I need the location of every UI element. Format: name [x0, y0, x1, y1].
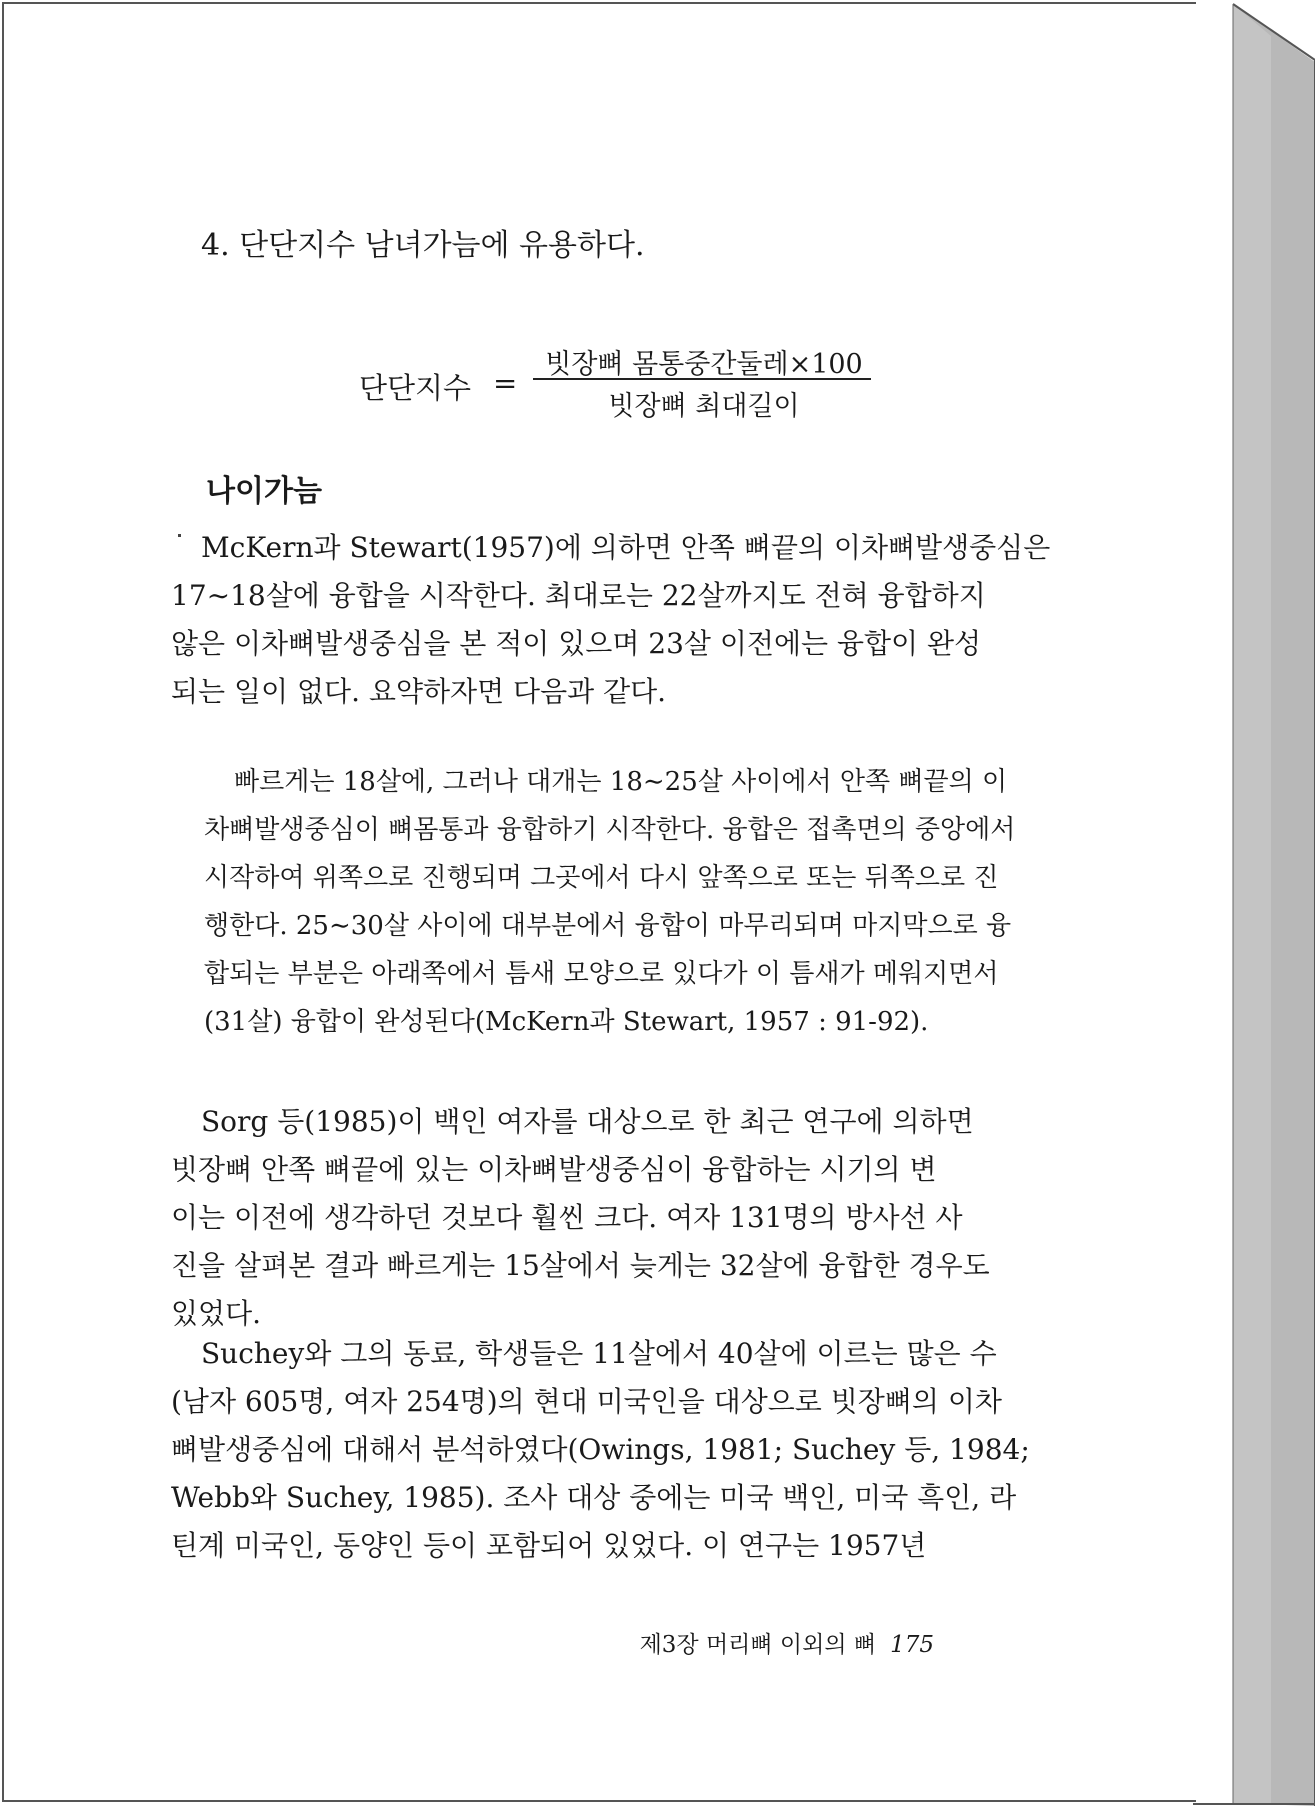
formula-denominator: 빗장뼈 최대길이 — [608, 391, 800, 422]
quote-line: (31살) 융합이 완성된다(McKern과 Stewart, 1957 : 91-92). — [204, 1007, 929, 1037]
paragraph-line: 이는 이전에 생각하던 것보다 훨씬 크다. 여자 131명의 방사선 사 — [171, 1201, 963, 1234]
item-heading: 4. 단단지수 남녀가늠에 유용하다. — [201, 228, 645, 263]
paragraph-line: Suchey와 그의 동료, 학생들은 11살에서 40살에 이르는 많은 수 — [201, 1337, 997, 1370]
section-title: 나이가늠 — [206, 474, 322, 509]
page-number: 175 — [890, 1632, 934, 1658]
formula-fraction-bar — [533, 378, 871, 380]
paragraph-line: Sorg 등(1985)이 백인 여자를 대상으로 한 최근 연구에 의하면 — [201, 1105, 974, 1138]
paragraph-line: 있었다. — [171, 1297, 262, 1330]
quote-line: 빠르게는 18살에, 그러나 대개는 18∼25살 사이에서 안쪽 뼈끝의 이 — [234, 767, 1008, 797]
paragraph-line: 틴계 미국인, 동양인 등이 포함되어 있었다. 이 연구는 1957년 — [171, 1529, 927, 1562]
formula-numerator: 빗장뼈 몸통중간둘레×100 — [545, 349, 863, 380]
paragraph-1 — [171, 524, 1059, 716]
paragraph-line: 진을 살펴본 결과 빠르게는 15살에서 늦게는 32살에 융합한 경우도 — [171, 1249, 990, 1282]
formula — [359, 342, 879, 422]
block-quote — [204, 758, 1064, 1046]
paragraph-2 — [171, 1098, 1059, 1338]
quote-line: 행한다. 25∼30살 사이에 대부분에서 융합이 마무리되며 마지막으로 융 — [204, 911, 1012, 941]
paragraph-line: McKern과 Stewart(1957)에 의하면 안쪽 뼈끝의 이차뼈발생중심은 — [201, 531, 1051, 564]
quote-line: 차뼈발생중심이 뼈몸통과 융합하기 시작한다. 융합은 접촉면의 중앙에서 — [204, 815, 1016, 845]
quote-line: 합되는 부분은 아래쪽에서 틈새 모양으로 있다가 이 틈새가 메워지면서 — [204, 959, 999, 989]
chapter-title: 제3장 머리뼈 이외의 뼈 — [639, 1632, 877, 1658]
paragraph-line: 뼈발생중심에 대해서 분석하였다(Owings, 1981; Suchey 등, 1984; — [171, 1433, 1030, 1466]
paragraph-line: 17∼18살에 융합을 시작한다. 최대로는 22살까지도 전혀 융합하지 — [171, 579, 986, 612]
paragraph-line: 되는 일이 없다. 요약하자면 다음과 같다. — [171, 675, 667, 708]
paragraph-line: 빗장뼈 안쪽 뼈끝에 있는 이차뼈발생중심이 융합하는 시기의 변 — [171, 1153, 937, 1186]
book-page-edge — [1193, 0, 1315, 1806]
paragraph-line: Webb와 Suchey, 1985). 조사 대상 중에는 미국 백인, 미국 흑인, 라 — [171, 1481, 1017, 1514]
paragraph-line: 않은 이차뼈발생중심을 본 적이 있으며 23살 이전에는 융합이 완성 — [171, 627, 982, 660]
formula-lhs: 단단지수 — [359, 371, 472, 405]
paragraph-line: (남자 605명, 여자 254명)의 현대 미국인을 대상으로 빗장뼈의 이차 — [171, 1385, 1002, 1418]
page-footer — [640, 1634, 934, 1657]
quote-line: 시작하여 위쪽으로 진행되며 그곳에서 다시 앞쪽으로 또는 뒤쪽으로 진 — [204, 863, 999, 893]
formula-equals: = — [493, 366, 518, 400]
document-page — [2, 2, 1196, 1802]
paragraph-3 — [171, 1330, 1059, 1570]
